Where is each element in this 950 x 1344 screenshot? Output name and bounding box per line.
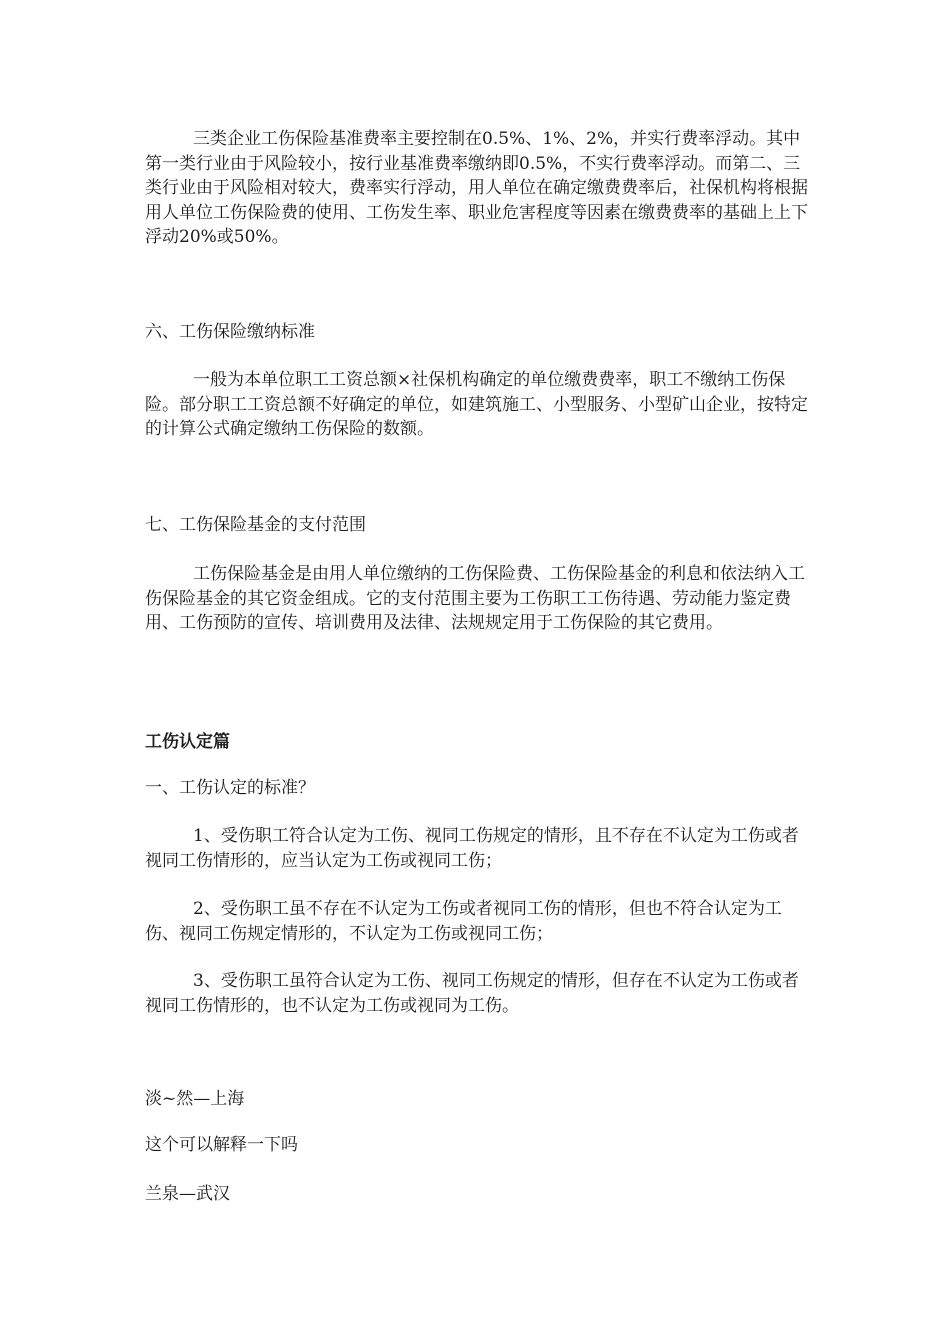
section-6-body: 一般为本单位职工工资总额×社保机构确定的单位缴费费率，职工不缴纳工伤保险。部分职工工资总额不好确定的单位，如建筑施工、小型服务、小型矿山企业，按特定的计算公式确定缴纳工伤保险的数额。 — [145, 370, 808, 439]
section-6-title: 六、工伤保险缴纳标准 — [145, 322, 315, 342]
question-1-item-1: 1、受伤职工符合认定为工伤、视同工伤规定的情形，且不存在不认定为工伤或者视同工伤情形的，应当认定为工伤或视同工伤； — [145, 826, 799, 871]
section-7-title: 七、工伤保险基金的支付范围 — [145, 515, 366, 535]
comment-author-1: 淡~然—上海 — [145, 1089, 245, 1109]
section-7-body: 工伤保险基金是由用人单位缴纳的工伤保险费、工伤保险基金的利息和依法纳入工伤保险基金的其它资金组成。它的支付范围主要为工伤职工工伤待遇、劳动能力鉴定费用、工伤预防的宣传、培训费用及法律、法规规定用于工伤保险的其它费用。 — [145, 564, 805, 633]
question-1-item-2: 2、受伤职工虽不存在不认定为工伤或者视同工伤的情形，但也不符合认定为工伤、视同工伤规定情形的，不认定为工伤或视同工伤； — [145, 899, 782, 944]
chapter-title: 工伤认定篇 — [145, 732, 230, 752]
question-1-item-3: 3、受伤职工虽符合认定为工伤、视同工伤规定的情形，但存在不认定为工伤或者视同工伤情形的，也不认定为工伤或视同为工伤。 — [145, 971, 799, 1016]
comment-text-1: 这个可以解释一下吗 — [145, 1135, 298, 1155]
comment-author-2: 兰泉—武汉 — [145, 1184, 230, 1204]
question-1-title: 一、工伤认定的标准？ — [145, 778, 315, 798]
paragraph-insurance-rates: 三类企业工伤保险基准费率主要控制在0.5%、1%、2%，并实行费率浮动。其中第一类行业由于风险较小，按行业基准费率缴纳即0.5%，不实行费率浮动。而第二、三类行业由于风险相对较大，费率实行浮动，用人单位在确定缴费费率后，社保机构将根据用人单位工伤保险费的使用、工伤发生率、职业危害程度等因素在缴费费率的基础上上下浮动20%或50%。 — [145, 129, 808, 247]
